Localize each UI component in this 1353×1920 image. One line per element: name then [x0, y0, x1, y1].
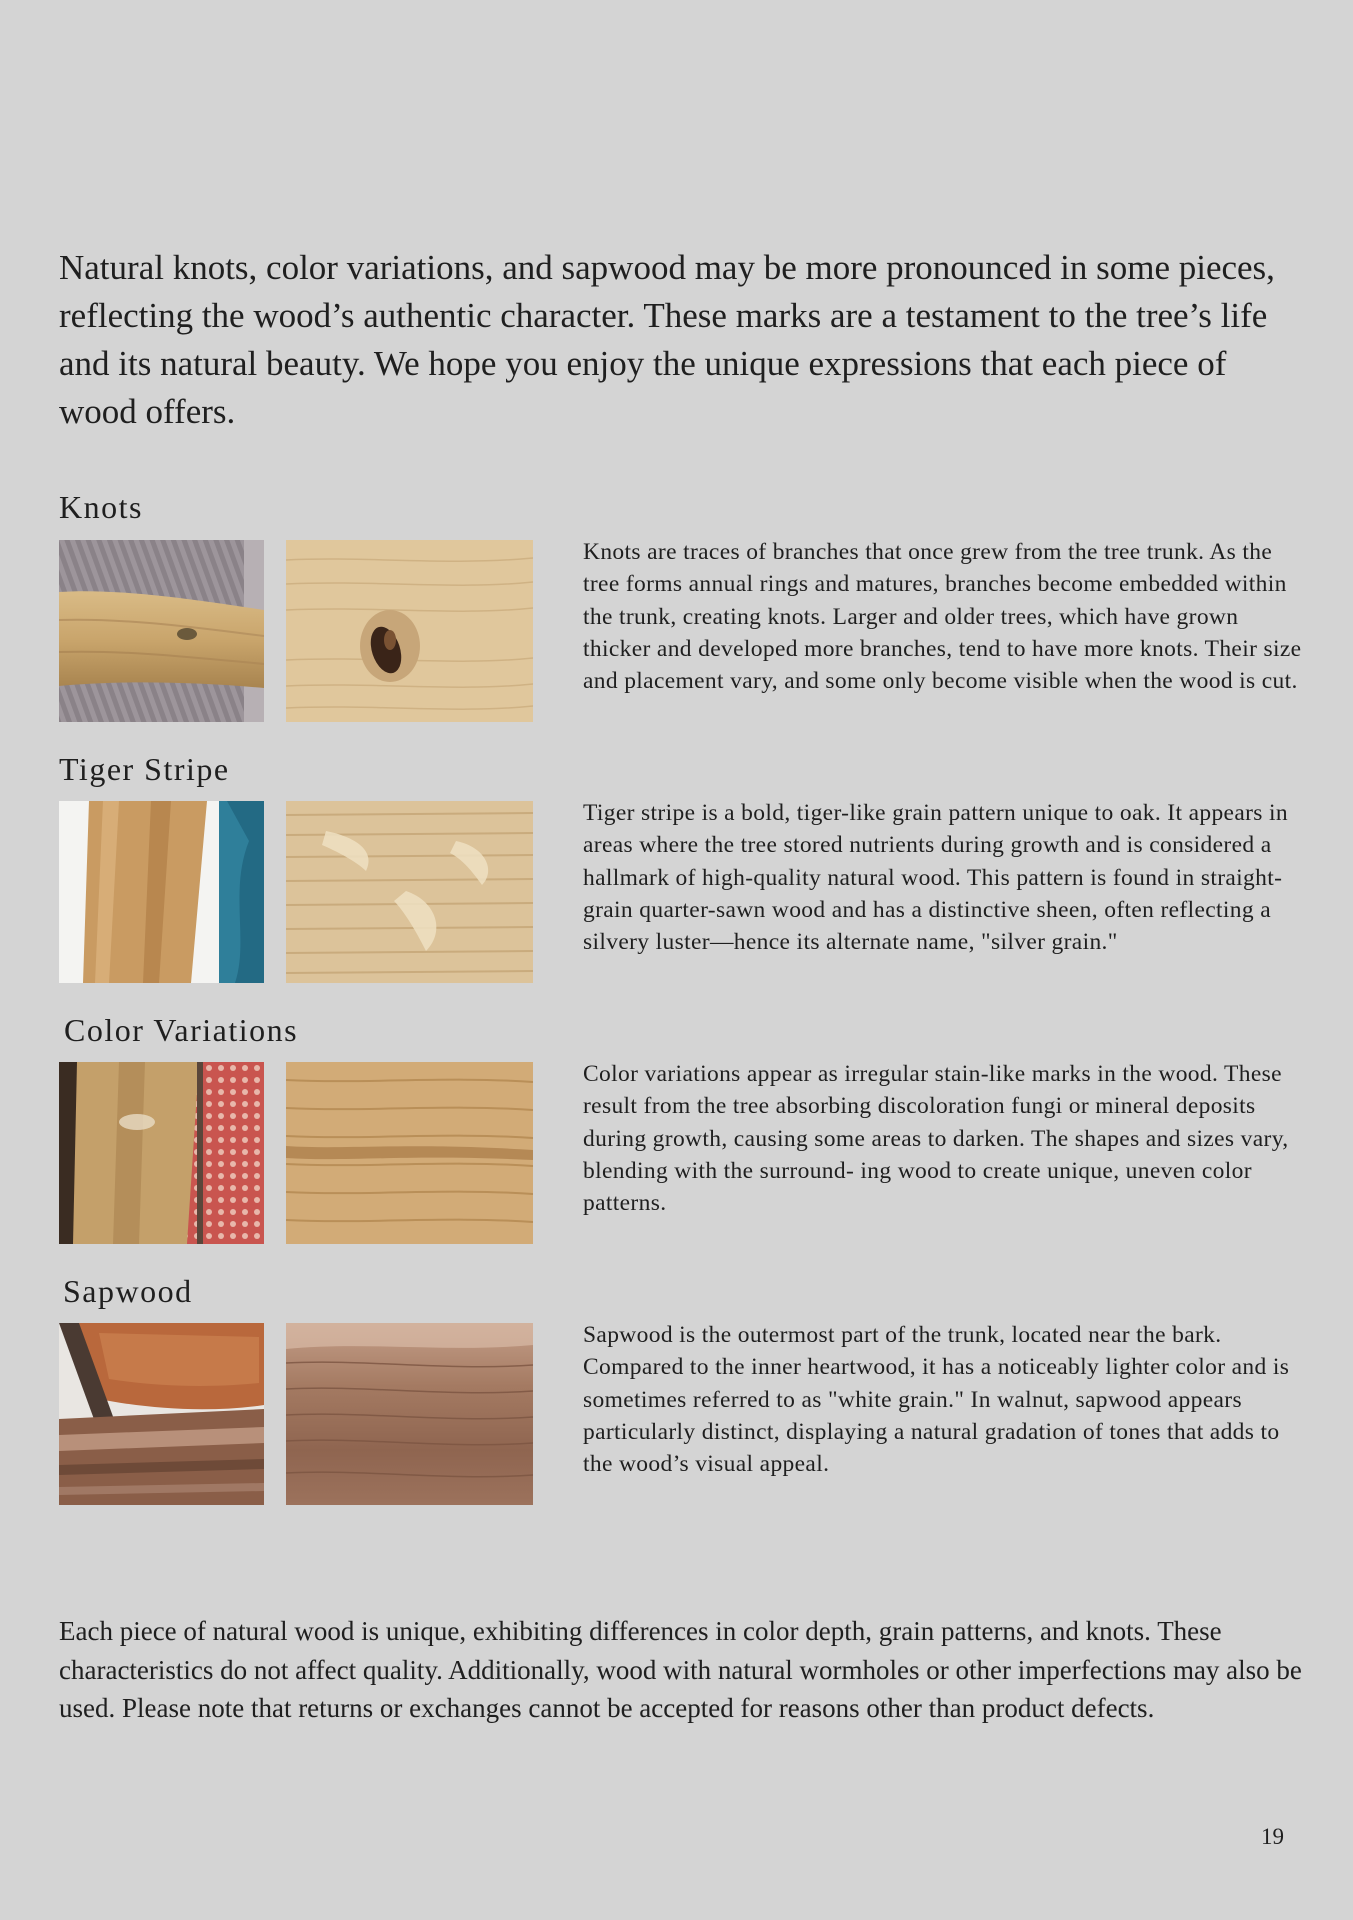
section-title-tiger-stripe: Tiger Stripe	[59, 751, 230, 787]
closing-paragraph: Each piece of natural wood is unique, exhibiting differences in color depth, grain patterns, and knots. These characteristics do not affect quality. Additionally, wood with natural wormholes or other imperfections may also be used. Please note that returns or exchanges cannot be accepted for reasons other than product defects.	[59, 1616, 1302, 1723]
knots-closeup-photo	[286, 540, 533, 722]
knots-chair-photo	[59, 540, 264, 722]
color-variations-closeup-photo	[286, 1062, 533, 1244]
tiger-stripe-chair-photo	[59, 801, 264, 983]
description-color-variations: Color variations appear as irregular stain-like marks in the wood. These result from the tree absorbing discoloration fungi or mineral deposits during growth, causing some areas to darken. The shapes and sizes vary, blending with the surround- ing wood to create unique, uneven color patterns.	[583, 1061, 1289, 1217]
tiger-stripe-closeup-photo	[286, 801, 533, 983]
description-tiger-stripe: Tiger stripe is a bold, tiger-like grain pattern unique to oak. It appears in areas where the tree stored nutrients during growth and is considered a hallmark of high-quality natural wood. This pattern is found in straight-grain quarter-sawn wood and has a distinctive sheen, often reflecting a silvery luster—hence its alternate name, "silver grain."	[583, 800, 1288, 956]
page-number: 19	[1261, 1824, 1284, 1849]
description-knots: Knots are traces of branches that once grew from the tree trunk. As the tree forms annual rings and matures, branches become embedded within the trunk, creating knots. Larger and older trees, which have grown thicker and developed more branches, tend to have more knots. Their size and placement vary, and some only become visible when the wood is cut.	[583, 539, 1302, 695]
color-variations-chair-photo	[59, 1062, 264, 1244]
sapwood-chair-photo	[59, 1323, 264, 1505]
description-sapwood: Sapwood is the outermost part of the trunk, located near the bark. Compared to the inner heartwood, it has a noticeably lighter color and is sometimes referred to as "white grain." In walnut, sapwood appears particularly distinct, displaying a natural gradation of tones that adds to the wood’s visual appeal.	[583, 1322, 1290, 1478]
section-title-color-variations: Color Variations	[64, 1012, 299, 1048]
sapwood-closeup-photo	[286, 1323, 533, 1505]
section-title-sapwood: Sapwood	[63, 1273, 193, 1309]
intro-paragraph: Natural knots, color variations, and sapwood may be more pronounced in some pieces, reflecting the wood’s authentic character. These marks are a testament to the tree’s life and its natural beauty. We hope you enjoy the unique expressions that each piece of wood offers.	[59, 248, 1275, 431]
section-title-knots: Knots	[59, 489, 143, 525]
